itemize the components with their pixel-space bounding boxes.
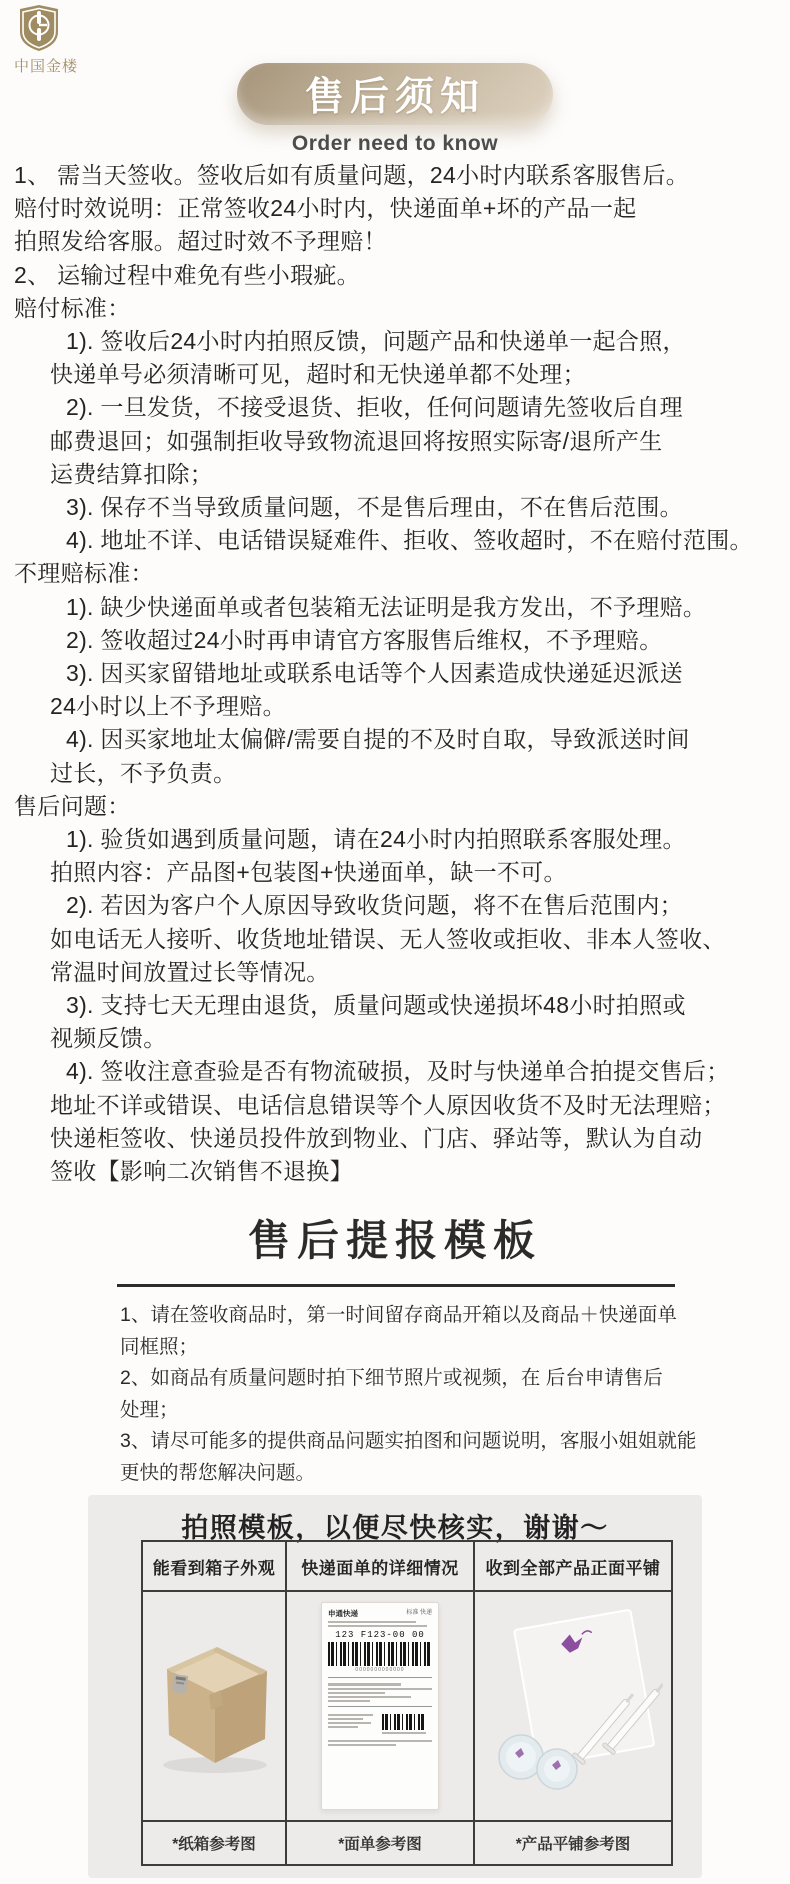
caption-box: *纸箱参考图 <box>142 1821 286 1865</box>
cell-box-image <box>142 1591 286 1821</box>
template-line: 处理； <box>120 1398 179 1421</box>
caption-waybill: *面单参考图 <box>286 1821 474 1865</box>
cell-waybill-image <box>286 1591 474 1821</box>
page-title: 售后须知 <box>304 76 485 119</box>
template-line: 同框照； <box>120 1335 199 1358</box>
shield-logo-icon <box>18 4 60 52</box>
notice-line: 4). 签收注意查验是否有物流破损，及时与快递单合拍提交售后； <box>66 1058 730 1085</box>
products-flatlay-image <box>483 1597 663 1811</box>
notice-line: 3). 保存不当导致质量问题，不是售后理由，不在售后范围。 <box>66 494 683 521</box>
notice-line: 拍照内容：产品图+包装图+快递面单，缺一不可。 <box>50 859 567 886</box>
template-line: 3、请尽可能多的提供商品问题实拍图和问题说明，客服小姐姐就能 <box>120 1430 697 1452</box>
shipping-waybill-image <box>321 1602 439 1810</box>
notice-line: 4). 因买家地址太偏僻/需要自提的不及时自取，导致派送时间 <box>66 726 690 753</box>
template-line: 2、如商品有质量问题时拍下细节照片或视频，在 后台申请售后 <box>120 1367 663 1389</box>
cell-products-image <box>474 1591 672 1821</box>
waybill-small-barcode <box>382 1714 426 1730</box>
notice-line: 不理赔标准： <box>14 560 154 587</box>
notice-line: 如电话无人接听、收货地址错误、无人签收或拒收、非本人签收、 <box>50 925 726 952</box>
notice-line: 4). 地址不详、电话错误疑难件、拒收、签收超时，不在赔付范围。 <box>66 527 753 554</box>
notice-line: 2). 签收超过24小时再申请官方客服售后维权，不予理赔。 <box>66 626 663 653</box>
notice-line: 1). 缺少快递面单或者包装箱无法证明是我方发出，不予理赔。 <box>66 593 707 620</box>
header-box-exterior: 能看到箱子外观 <box>142 1541 286 1591</box>
notice-line: 售后问题： <box>14 792 131 819</box>
table-image-row <box>142 1591 672 1821</box>
photo-panel-title: 拍照模板，以便尽快核实，谢谢～ <box>181 1513 609 1543</box>
notice-line: 1). 签收后24小时内拍照反馈，问题产品和快递单一起合照， <box>66 328 686 355</box>
brand-name: 中国金楼 <box>14 58 79 75</box>
cardboard-box-image <box>149 1599 279 1809</box>
notice-text-block <box>14 159 776 1188</box>
waybill-code: 123 F123-00 00 <box>335 1630 425 1640</box>
notice-line: 1). 验货如遇到质量问题，请在24小时内拍照联系客服处理。 <box>66 826 686 853</box>
header-waybill-detail: 快递面单的详细情况 <box>286 1541 474 1591</box>
photo-template-panel <box>88 1495 702 1878</box>
notice-line: 赔付时效说明：正常签收24小时内，快递面单+坏的产品一起 <box>14 195 637 222</box>
notice-line: 24小时以上不予理赔。 <box>50 693 286 720</box>
template-section-title: 售后提报模板 <box>247 1217 542 1264</box>
template-line: 1、请在签收商品时，第一时间留存商品开箱以及商品＋快递面单 <box>120 1304 677 1326</box>
notice-line: 3). 因买家留错地址或联系电话等个人因素造成快递延迟派送 <box>66 660 683 687</box>
table-caption-row <box>142 1821 672 1865</box>
notice-line: 快递柜签收、快递员投件放到物业、门店、驿站等，默认为自动 <box>50 1124 703 1151</box>
notice-line: 快递单号必须清晰可见，超时和无快递单都不处理； <box>50 361 586 388</box>
notice-line: 拍照发给客服。超过时效不予理赔！ <box>14 228 387 255</box>
title-underline <box>117 1284 675 1287</box>
notice-line: 视频反馈。 <box>50 1025 167 1052</box>
table-header-row <box>142 1541 672 1591</box>
page-subtitle: Order need to know <box>291 132 499 155</box>
banner-wrap <box>0 63 790 125</box>
template-section-text <box>120 1300 720 1489</box>
waybill-service: 标准 快递 <box>406 1610 432 1616</box>
template-line: 更快的帮您解决问题。 <box>120 1461 316 1484</box>
notice-line: 赔付标准： <box>14 294 131 321</box>
notice-line: 签收【影响二次销售不退换】 <box>50 1158 353 1185</box>
notice-line: 2). 一旦发货，不接受退货、拒收，任何问题请先签收后自理 <box>66 394 683 421</box>
after-sales-banner <box>237 63 553 125</box>
notice-line: 3). 支持七天无理由退货，质量问题或快递损坏48小时拍照或 <box>66 992 686 1019</box>
caption-products: *产品平铺参考图 <box>474 1821 672 1865</box>
header-products-flat: 收到全部产品正面平铺 <box>474 1541 672 1591</box>
notice-line: 过长，不予负责。 <box>50 759 237 786</box>
waybill-courier: 申通快递 <box>328 1609 358 1618</box>
waybill-barcode-digits: 0000000000000 <box>355 1667 405 1673</box>
notice-line: 2). 若因为客户个人原因导致收货问题，将不在售后范围内； <box>66 892 683 919</box>
notice-line: 1、 需当天签收。签收后如有质量问题，24小时内联系客服售后。 <box>14 162 690 188</box>
photo-reference-table <box>141 1540 673 1866</box>
notice-line: 2、 运输过程中难免有些小瑕疵。 <box>14 261 360 288</box>
notice-line: 邮费退回；如强制拒收导致物流退回将按照实际寄/退所产生 <box>50 427 663 454</box>
notice-line: 常温时间放置过长等情况。 <box>50 958 330 985</box>
waybill-barcode <box>328 1642 432 1666</box>
notice-line: 运费结算扣除； <box>50 460 214 487</box>
notice-line: 地址不详或错误、电话信息错误等个人原因收货不及时无法理赔； <box>50 1091 726 1118</box>
